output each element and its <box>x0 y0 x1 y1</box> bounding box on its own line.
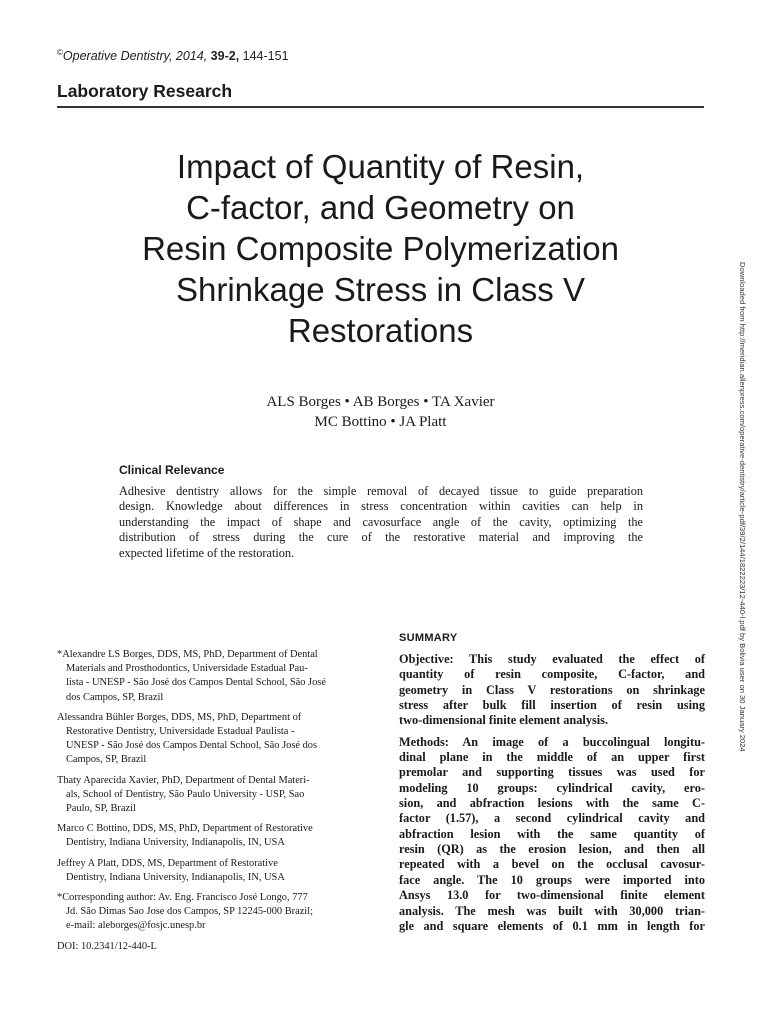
title-line: Restorations <box>287 312 474 349</box>
summary-methods <box>399 735 705 934</box>
journal-citation <box>57 48 289 63</box>
clinical-relevance-heading: Clinical Relevance <box>119 463 225 477</box>
text-line: face angle. The 10 groups were imported into <box>399 872 705 887</box>
text-line: modeling 10 groups: cylindrical cavity, ero- <box>399 780 705 795</box>
title-line: C-factor, and Geometry on <box>186 189 575 226</box>
text-line: premolar and supporting tissues was used for <box>399 765 705 780</box>
text-line: Objective: This study evaluated the effect of <box>399 652 705 666</box>
doi: DOI: 10.2341/12-440-L <box>57 940 157 952</box>
text-line: two-dimensional finite element analysis. <box>399 713 609 728</box>
text-line: Alessandra Bühler Borges, DDS, MS, PhD, Department of <box>57 711 302 723</box>
text-line: dinal plane in the middle of an upper first <box>399 750 705 765</box>
affiliation-borges-ab <box>57 711 363 768</box>
text-line: stress after bulk fill insertion of resin using <box>399 698 705 713</box>
affiliation-xavier <box>57 774 363 817</box>
text-line: UNESP - São José dos Campos Dental School, São José dos <box>66 740 318 752</box>
text-line: Marco C Bottino, DDS, MS, PhD, Department of Restorative <box>57 823 313 835</box>
text-line: Jd. São Dimas Sao Jose dos Campos, SP 12245-000 Brazil; <box>66 906 313 918</box>
text-line: Paulo, SP, Brazil <box>66 803 136 815</box>
text-line: Materials and Prosthodontics, Universidade Estadual Pau- <box>66 663 308 675</box>
text-line: expected lifetime of the restoration. <box>119 545 295 560</box>
text-line: lista - UNESP - São José dos Campos Dental School, São José <box>66 677 326 689</box>
copyright-mark: © <box>57 48 63 57</box>
section-label: Laboratory Research <box>57 81 233 101</box>
text-line: Dentistry, Indiana University, Indianapolis, IN, USA <box>66 837 285 849</box>
summary-heading: SUMMARY <box>399 632 458 644</box>
clinical-relevance-text <box>119 484 643 561</box>
summary-objective <box>399 652 705 729</box>
text-line: factor (1.57), a second cylindrical cavity and <box>399 811 705 826</box>
author-line: ALS Borges • AB Borges • TA Xavier <box>266 394 495 410</box>
text-line: als, School of Dentistry, São Paulo University - USP, Sao <box>66 788 305 800</box>
text-line: resin (QR) as the erosion lesion, and then all <box>399 842 705 857</box>
journal-pages: 144-151 <box>242 49 289 64</box>
text-line: analysis. The mesh was built with 30,000 trian- <box>399 903 705 918</box>
text-line: e-mail: aleborges@fosjc.unesp.br <box>66 920 206 932</box>
affiliation-platt <box>57 857 363 885</box>
text-line: Dentistry, Indiana University, Indianapolis, IN, USA <box>66 871 285 883</box>
text-line: quantity of resin composite, C-factor, and <box>399 667 705 682</box>
affiliation-borges-als <box>57 648 363 705</box>
text-line: Restorative Dentistry, Universidade Estadual Paulista - <box>66 726 295 738</box>
journal-name: Operative Dentistry, 2014, <box>62 49 208 64</box>
title-line: Impact of Quantity of Resin, <box>176 148 585 185</box>
author-line: MC Bottino • JA Platt <box>314 413 447 430</box>
text-line: *Corresponding author: Av. Eng. Francisco José Longo, 777 <box>57 892 308 904</box>
download-watermark: Downloaded from http://meridian.allenpress.com/operative-dentistry/article-pdf/39/2/144/1822223/12-440-l.pdf by Bolivia user on 30 January 2024 <box>738 262 747 752</box>
text-line: Adhesive dentistry allows for the simple removal of decayed tissue to guide preparation <box>119 484 643 498</box>
text-line: design. Knowledge about differences in stress concentration within cavities can help in <box>119 499 643 514</box>
affiliation-bottino <box>57 822 363 850</box>
text-line: distribution of stress during the cure of the restorative material and improving the <box>119 530 643 545</box>
title-line: Resin Composite Polymerization <box>142 230 619 267</box>
text-line: dos Campos, SP, Brazil <box>66 691 164 703</box>
text-line: understanding the impact of shape and cavosurface angle of the cavity, optimizing the <box>119 514 643 529</box>
author-list <box>57 393 704 432</box>
text-line: *Alexandre LS Borges, DDS, MS, PhD, Department of Dental <box>57 649 318 660</box>
summary-text <box>399 652 705 940</box>
text-line: gle and square elements of 0.1 mm in length for <box>399 918 705 933</box>
article-title <box>57 146 704 351</box>
text-line: Ansys 13.0 for two-dimensional finite element <box>399 888 705 903</box>
corresponding-author <box>57 891 363 934</box>
text-line: Jeffrey A Platt, DDS, MS, Department of Restorative <box>57 857 278 869</box>
text-line: Methods: An image of a buccolingual longitu- <box>399 734 705 749</box>
text-line: geometry in Class V restorations on shrinkage <box>399 682 705 697</box>
text-line: repeated with a bevel on the occlusal cavosur- <box>399 857 705 872</box>
title-line: Shrinkage Stress in Class V <box>175 271 585 308</box>
journal-volume: 39-2, <box>210 49 240 64</box>
text-line: sion, and abfraction lesions with the same C- <box>399 796 705 811</box>
text-line: Thaty Aparecida Xavier, PhD, Department of Dental Materi- <box>57 774 310 786</box>
text-line: Campos, SP, Brazil <box>66 754 147 766</box>
header-divider <box>57 106 704 108</box>
text-line: abfraction lesion with the same quantity of <box>399 826 705 841</box>
affiliations <box>57 648 363 954</box>
